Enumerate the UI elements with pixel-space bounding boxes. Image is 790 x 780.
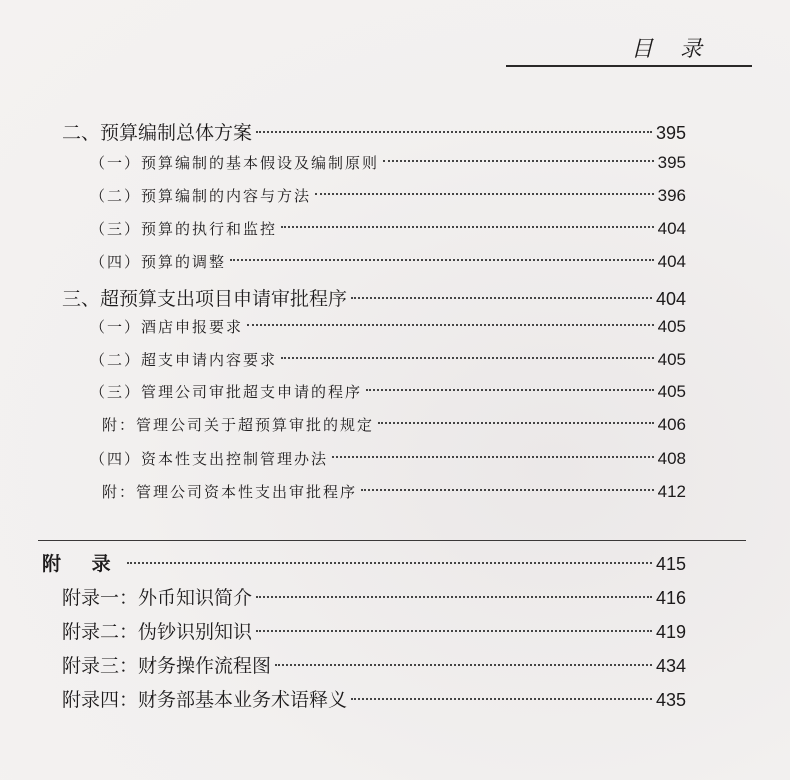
toc-entry-3-4 [90, 448, 686, 469]
toc-entry-label: （二）预算编制的内容与方法 [90, 187, 312, 205]
toc-entry-3-1 [90, 316, 686, 337]
toc-entry-3-4-annex [102, 481, 686, 502]
dot-leader [281, 226, 654, 228]
toc-entry-label: （一）预算编制的基本假设及编制原则 [90, 154, 380, 172]
dot-leader [247, 324, 654, 326]
toc-entry-label: （三）预算的执行和监控 [90, 220, 278, 238]
toc-entry-section-2 [62, 118, 686, 145]
dot-leader [315, 193, 654, 195]
toc-entry-3-3 [90, 381, 686, 402]
toc-entry-2-2 [90, 185, 686, 206]
toc-entry-page: 415 [655, 554, 686, 574]
dot-leader [351, 297, 652, 299]
dot-leader [256, 630, 652, 632]
toc-entry-label: 附 录 [42, 553, 123, 575]
toc-entry-label: 三、超预算支出项目申请审批程序 [62, 288, 348, 310]
toc-entry-page: 419 [655, 622, 686, 642]
dot-leader [256, 131, 652, 133]
toc-entry-page: 404 [655, 289, 686, 309]
toc-entry-label: 附录三：财务操作流程图 [62, 655, 272, 677]
toc-entry-page: 395 [657, 153, 686, 172]
toc-entry-label: 附录四：财务部基本业务术语释义 [62, 689, 348, 711]
toc-entry-label: （三）管理公司审批超支申请的程序 [90, 383, 363, 401]
toc-entry-2-1 [90, 152, 686, 173]
toc-entry-page: 408 [657, 449, 686, 468]
dot-leader [378, 422, 654, 424]
toc-entry-label: （四）资本性支出控制管理办法 [90, 450, 329, 468]
toc-entry-3-3-annex [102, 414, 686, 435]
toc-entry-label: 附：管理公司资本性支出审批程序 [102, 483, 358, 501]
header-rule [506, 65, 752, 67]
toc-entry-page: 405 [657, 317, 686, 336]
toc-entry-page: 405 [657, 382, 686, 401]
dot-leader [281, 357, 654, 359]
toc-entry-page: 404 [657, 219, 686, 238]
dot-leader [351, 698, 652, 700]
toc-entry-label: 附录一：外币知识简介 [62, 587, 253, 609]
toc-entry-appendix [42, 549, 686, 576]
toc-entry-page: 404 [657, 252, 686, 271]
toc-entry-label: 附：管理公司关于超预算审批的规定 [102, 416, 375, 434]
toc-entry-2-3 [90, 218, 686, 239]
toc-entry-page: 416 [655, 588, 686, 608]
toc-entry-appendix-2 [62, 617, 686, 644]
toc-entry-page: 395 [655, 123, 686, 143]
toc-entry-label: 二、预算编制总体方案 [62, 122, 253, 144]
toc-entry-page: 434 [655, 656, 686, 676]
dot-leader [332, 456, 654, 458]
dot-leader [230, 259, 654, 261]
toc-entry-page: 406 [657, 415, 686, 434]
toc-entry-page: 435 [655, 690, 686, 710]
dot-leader [275, 664, 652, 666]
dot-leader [127, 562, 652, 564]
toc-entry-page: 405 [657, 350, 686, 369]
dot-leader [366, 389, 654, 391]
toc-entry-label: （四）预算的调整 [90, 253, 227, 271]
toc-entry-page: 396 [657, 186, 686, 205]
toc-entry-page: 412 [657, 482, 686, 501]
toc-entry-appendix-3 [62, 651, 686, 678]
toc-entry-appendix-1 [62, 583, 686, 610]
toc-entry-3-2 [90, 349, 686, 370]
toc-entry-appendix-4 [62, 685, 686, 712]
page-header [0, 30, 790, 70]
section-divider [38, 540, 746, 541]
dot-leader [383, 160, 654, 162]
header-title: 目 录 [631, 37, 712, 62]
toc-entry-section-3 [62, 284, 686, 311]
toc-entry-label: （二）超支申请内容要求 [90, 351, 278, 369]
toc-entry-label: （一）酒店申报要求 [90, 318, 244, 336]
dot-leader [256, 596, 652, 598]
toc-entry-label: 附录二：伪钞识别知识 [62, 621, 253, 643]
toc-entry-2-4 [90, 251, 686, 272]
dot-leader [361, 489, 654, 491]
